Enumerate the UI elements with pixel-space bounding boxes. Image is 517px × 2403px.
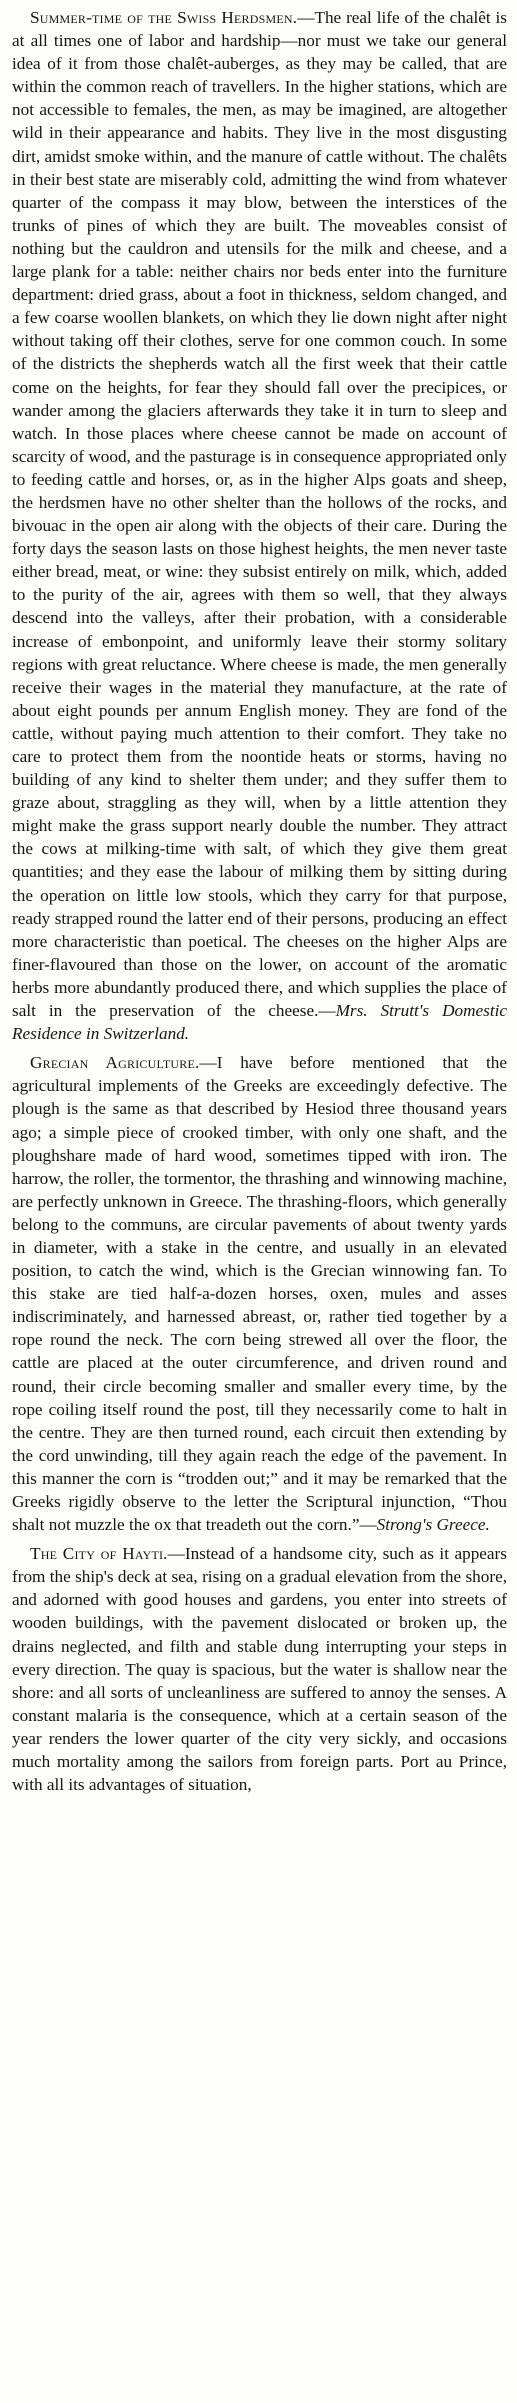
article-title: Summer-time of the Swiss Herdsmen.: [30, 8, 298, 27]
article-title: Grecian Agriculture.: [30, 1053, 200, 1073]
article-swiss-herdsmen: [12, 6, 507, 1045]
article-paragraph: [12, 6, 507, 1045]
article-city-of-hayti: [12, 1542, 507, 1796]
article-body: —I have before mentioned that the agricultural implements of the Greeks are exceedingly defective. The plough is the same as that described by Hesiod three thousand years ago; a simple piece of crooked timber, with only one shaft, and the ploughshare made of hard wood, sometimes tipped with iron. The harrow, the roller, the tormentor, the thrashing and winnowing machine, are perfectly unknown in Greece. The thrashing-floors, which generally belong to the communs, are circular pavements of about twenty yards in diameter, with a stake in the centre, and usually in an elevated position, to catch the wind, which is the Grecian winnowing fan. To this stake are tied half-a-dozen horses, oxen, mules and asses indiscriminately, and harnessed abreast, or, rather tied together by a rope round the neck. The corn being strewed all over the floor, the cattle are placed at the outer circumference, and driven round and round, their circle becoming smaller and smaller every time, by the rope coiling itself round the post, till they necessarily come to halt in the centre. They are then turned round, each circuit then extending by the cord unwinding, till they again reach the edge of the pavement. In this manner the corn is “trodden out;” and it may be remarked that the Greeks rigidly observe to the letter the Scriptural injunction, “Thou shalt not muzzle the ox that treadeth out the corn.”—: [12, 1053, 507, 1535]
article-paragraph: [12, 1051, 507, 1536]
article-source: Strong's Greece.: [376, 1515, 490, 1535]
article-body: —The real life of the chalêt is at all times one of labor and hardship—nor must we take our general idea of it from those chalêt-auberges, as they may be called, that are within the common reach of travellers. In the higher stations, which are not accessible to females, the men, as may be imagined, are altogether wild in their appearance and habits. They live in the most disgusting dirt, amidst smoke within, and the manure of cattle without. The chalêts in their best state are miserably cold, admitting the wind from whatever quarter of the compass it may blow, between the interstices of the trunks of pines of which they are built. The moveables consist of nothing but the cauldron and utensils for the milk and cheese, and a large plank for a table: neither chairs nor beds enter into the furniture department: dried grass, about a foot in thickness, seldom changed, and a few coarse woollen blankets, on which they lie down night after night without taking off their clothes, serve for one common couch. In some of the districts the shepherds watch all the first week that their cattle come on the heights, for fear they should fall over the precipices, or wander among the glaciers afterwards they take it in turn to sleep and watch. In those places where cheese cannot be made on account of scarcity of wood, and the pasturage is in consequence appropriated only to feeding cattle and horses, or, as in the higher Alps goats and sheep, the herdsmen have no other shelter than the hollows of the rocks, and bivouac in the open air along with the objects of their care. During the forty days the season lasts on those highest heights, the men never taste either bread, meat, or wine: they subsist entirely on milk, which, added to the purity of the air, agrees with them so well, that they always descend into the valleys, after their probation, with a considerable increase of embonpoint, and uniformly leave their stormy solitary regions with great reluctance. Where cheese is made, the men generally receive their wages in the material they manufacture, at the rate of about eight pounds per annum English money. They are fond of the cattle, without paying much attention to their comfort. They take no care to protect them from the noontide heats or storms, having no building of any kind to shelter them under; and they suffer them to graze about, straggling as they will, when by a little attention they might make the grass support nearly double the number. They attract the cows at milking-time with salt, of which they give them great quantities; and they ease the labour of milking them by sitting during the operation on little low stools, which they carry for that purpose, ready strapped round the latter end of their persons, producing an effect more characteristic than poetical. The cheeses on the higher Alps are finer-flavoured than those on the lower, on account of the aromatic herbs more abundantly produced there, and which supplies the place of salt in the preservation of the cheese.—: [12, 8, 507, 1021]
article-source: Mrs. Strutt's Domestic Residence in Switzerland.: [12, 1001, 508, 1044]
article-body: —Instead of a handsome city, such as it appears from the ship's deck at sea, rising on a gradual elevation from the shore, and adorned with good houses and gardens, you enter into streets of wooden buildings, with the pavement dislocated or broken up, the drains neglected, and filth and stable dung interrupting your steps in every direction. The quay is spacious, but the water is shallow near the shore: and all sorts of uncleanliness are suffered to annoy the senses. A constant malaria is the consequence, which at a certain season of the year renders the lower quarter of the city very sickly, and occasions much mortality among the sailors from foreign parts. Port au Prince, with all its advantages of situation,: [12, 1544, 507, 1795]
article-title: The City of Hayti.: [30, 1544, 168, 1564]
article-paragraph: [12, 1542, 507, 1796]
article-grecian-agriculture: [12, 1051, 507, 1536]
